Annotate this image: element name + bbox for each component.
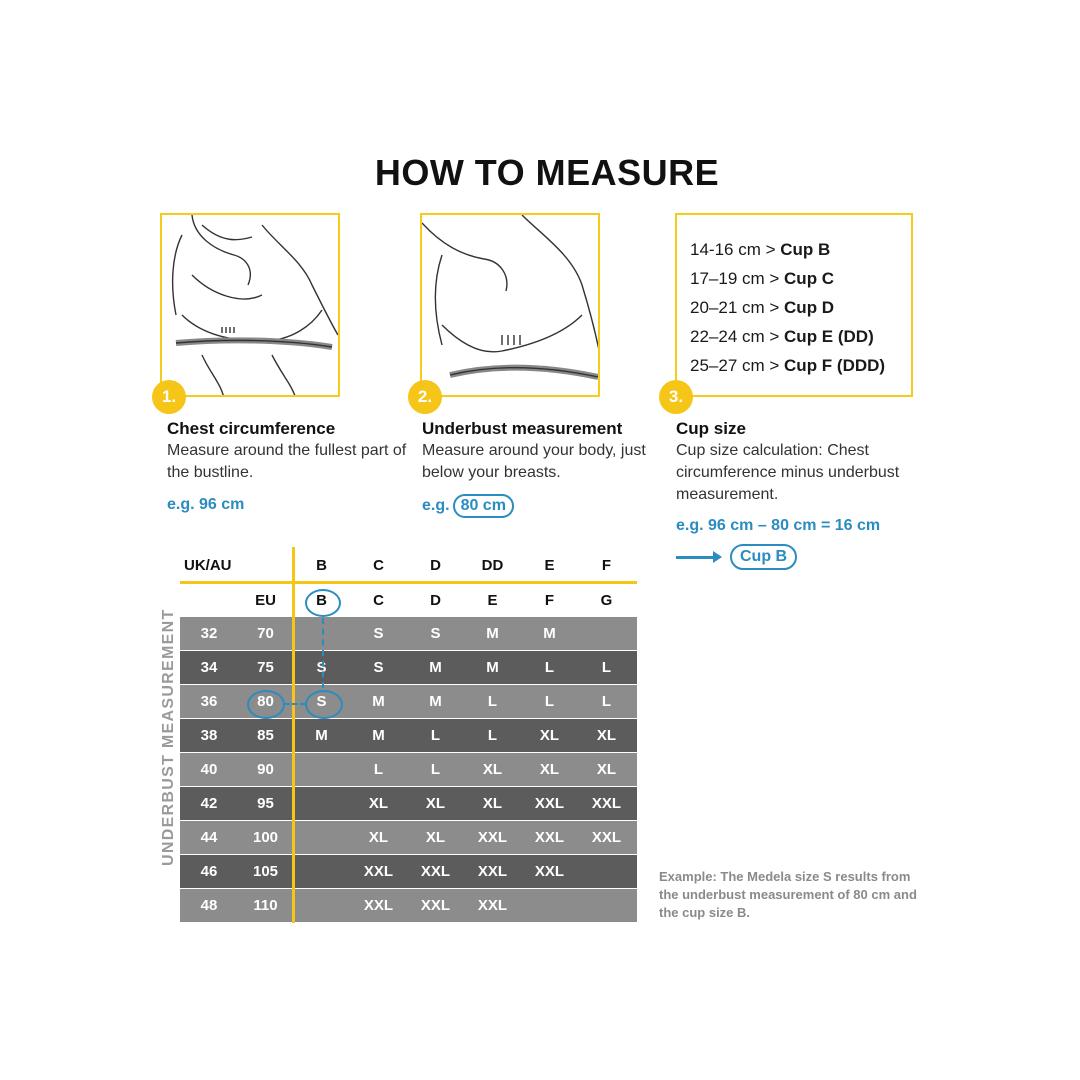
table-cell: S [316,659,327,676]
cup-result [676,544,797,570]
example-note: Example: The Medela size S results from the underbust measurement of 80 cm and the cup size B. [659,869,917,920]
header-cell: D [430,591,441,609]
header-cell: F [544,591,555,609]
table-cell: 36 [180,685,238,718]
table-row [180,888,637,922]
table-cell [293,821,350,854]
step-1-badge: 1. [152,380,186,414]
table-cell: XXL [534,829,565,846]
cup-size-line: 20–21 cm > Cup D [690,298,835,317]
header-cell [238,550,293,581]
table-cell: XXL [363,863,394,880]
step-1-heading: Chest circumference [167,419,336,438]
table-cell: 85 [257,727,274,744]
table-cell: XL [539,727,560,744]
header-cell [180,584,238,616]
table-cell: S [373,625,384,642]
table-cell: 48 [180,889,238,922]
table-cell [578,855,635,888]
header-row-uk [180,550,637,584]
table-cell: L [487,693,498,710]
table-cell: 70 [257,625,274,642]
table-cell: M [486,659,499,676]
table-cell: XXL [534,795,565,812]
table-cell: 42 [180,787,238,820]
table-cell: XL [425,829,446,846]
step-2-text [422,418,677,484]
table-row [180,820,637,854]
header-cell: G [600,591,613,609]
table-cell: M [543,625,556,642]
table-cell: XXL [363,897,394,914]
table-cell: 95 [257,795,274,812]
table-cell: XXL [477,829,508,846]
table-cell: L [430,761,441,778]
arrow-right-icon [676,556,714,559]
header-cell: C [373,591,384,609]
header-cell: F [601,557,612,574]
table-cell: XL [368,829,389,846]
cup-size-line: 17–19 cm > Cup C [690,269,835,288]
table-cell: XL [482,795,503,812]
cup-size-line: 25–27 cm > Cup F (DDD) [690,356,886,375]
table-cell: M [372,727,385,744]
step-1-text [167,418,422,484]
table-cell: XL [596,727,617,744]
table-cell: 75 [257,659,274,676]
step-3-description: Cup size calculation: Chest circumference minus underbust measurement. [676,442,900,503]
table-cell: L [487,727,498,744]
header-cell: B [316,591,327,609]
underbust-axis-label: UNDERBUST MEASUREMENT [160,608,177,866]
step-2-badge: 2. [408,380,442,414]
cup-size-line: 14-16 cm > Cup B [690,240,831,259]
header-cell: D [430,557,441,574]
step-2-heading: Underbust measurement [422,419,623,438]
header-cell: DD [481,557,504,574]
table-cell: XXL [420,897,451,914]
step-3-example: e.g. 96 cm – 80 cm = 16 cm [676,517,881,534]
table-cell: 38 [180,719,238,752]
table-cell [578,617,635,650]
highlight-circle-b [305,589,341,617]
table-cell: 34 [180,651,238,684]
underbust-illustration [420,213,600,397]
table-cell: 46 [180,855,238,888]
highlight-circle-s [305,690,343,719]
table-cell: XL [539,761,560,778]
table-cell: XXL [477,897,508,914]
table-cell: M [315,727,328,744]
table-row [180,718,637,752]
underbust-value-pill: 80 cm [453,494,514,518]
table-row [180,616,637,650]
table-cell [521,889,578,922]
table-cell: XL [368,795,389,812]
table-cell: XXL [534,863,565,880]
table-cell: S [430,625,441,642]
table-row [180,786,637,820]
step-2-description: Measure around your body, just below your breasts. [422,442,646,481]
step-3-text [676,418,931,506]
table-cell: 80 [257,693,274,710]
cup-size-line: 22–24 cm > Cup E (DD) [690,327,874,346]
cup-size-list [690,235,885,380]
table-cell: M [429,659,442,676]
table-cell: XL [425,795,446,812]
table-body [180,616,637,922]
table-cell: 105 [252,863,279,880]
table-divider-line [292,547,295,923]
table-cell [578,889,635,922]
chest-illustration [160,213,340,397]
table-cell [293,889,350,922]
table-cell: XL [596,761,617,778]
table-cell: 100 [252,829,279,846]
table-cell: 44 [180,821,238,854]
table-cell: S [373,659,384,676]
header-cell: E [544,557,555,574]
step-3-heading: Cup size [676,419,746,438]
table-cell: L [373,761,384,778]
table-cell: L [430,727,441,744]
table-cell: L [544,693,555,710]
table-cell: L [601,659,612,676]
table-cell: XXL [477,863,508,880]
step-1-example: e.g. 96 cm [167,496,245,513]
table-cell: 40 [180,753,238,786]
table-cell: 32 [180,617,238,650]
page-title: HOW TO MEASURE [374,152,720,193]
dashed-connector [322,618,324,688]
table-cell: L [601,693,612,710]
header-cell: C [373,557,384,574]
table-cell: XXL [591,795,622,812]
table-cell: XXL [420,863,451,880]
highlight-circle-80 [247,690,285,719]
dashed-connector [284,703,306,705]
table-cell: M [429,693,442,710]
table-row [180,752,637,786]
header-row-eu [180,584,637,616]
table-row [180,854,637,888]
table-cell: XL [482,761,503,778]
table-row [180,650,637,684]
table-cell: 90 [257,761,274,778]
table-cell [293,787,350,820]
step-2-example: e.g. 80 cm [422,494,514,518]
table-cell: 110 [253,897,278,914]
header-cell: E [487,591,498,609]
header-cell: UK/AU [184,557,232,574]
table-cell [293,855,350,888]
size-table [180,550,637,922]
table-cell: XXL [591,829,622,846]
step-1-description: Measure around the fullest part of the bustline. [167,442,407,481]
table-cell [293,753,350,786]
table-cell: M [486,625,499,642]
cup-result-pill: Cup B [730,544,797,570]
header-cell: EU [255,591,276,609]
step-3-badge: 3. [659,380,693,414]
table-cell: M [372,693,385,710]
table-cell: S [316,693,327,710]
header-cell: B [316,557,327,574]
table-cell: L [544,659,555,676]
